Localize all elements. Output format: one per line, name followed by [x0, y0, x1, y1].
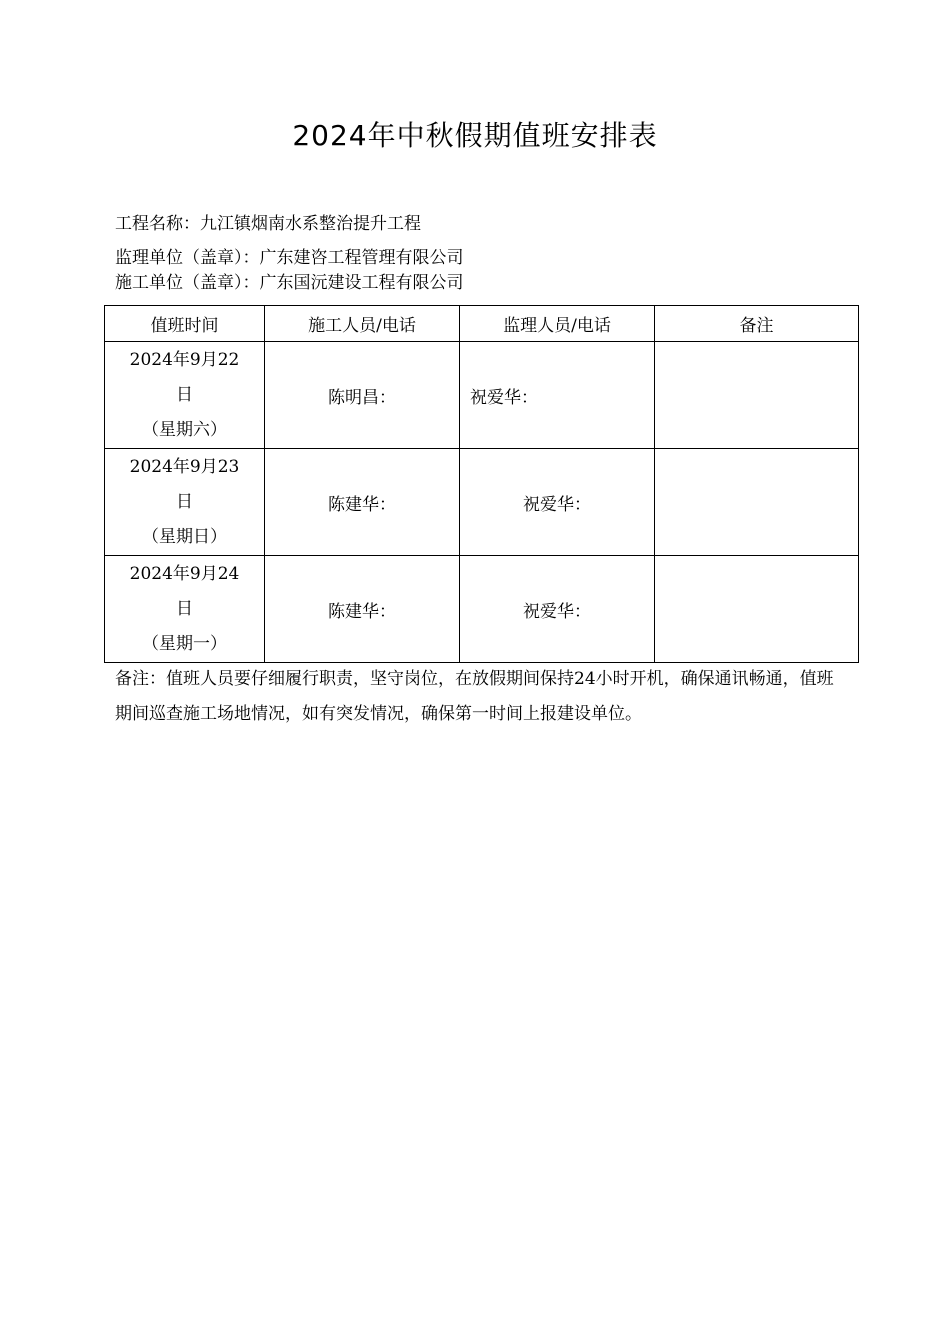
table-header-row: [105, 306, 859, 342]
supervision-staff-cell: 祝爱华：: [460, 449, 655, 556]
header-supervision-staff: 监理人员/电话: [460, 306, 655, 342]
supervision-staff-cell: 祝爱华：: [460, 342, 655, 449]
supervision-staff-cell: 祝爱华：: [460, 556, 655, 663]
duty-date-suffix: 日: [176, 598, 193, 619]
duty-weekday: （星期日）: [142, 526, 227, 547]
duty-weekday: （星期一）: [142, 633, 227, 654]
duty-date-suffix: 日: [176, 384, 193, 405]
duty-date-suffix: 日: [176, 491, 193, 512]
construction-staff-cell: 陈建华：: [265, 556, 460, 663]
duty-date-cell: [105, 449, 265, 556]
duty-date: 2024年9月23: [129, 456, 240, 477]
duty-date: 2024年9月24: [129, 563, 240, 584]
construction-staff-cell: 陈明昌：: [265, 342, 460, 449]
duty-date: 2024年9月22: [129, 349, 240, 370]
remark-cell: [655, 342, 859, 449]
duty-weekday: （星期六）: [142, 419, 227, 440]
duty-date-cell: [105, 556, 265, 663]
project-name: 工程名称：九江镇烟南水系整治提升工程: [115, 214, 421, 234]
remark-cell: [655, 556, 859, 663]
duty-schedule-table: [104, 305, 859, 663]
header-duty-time: 值班时间: [105, 306, 265, 342]
table-row: [105, 556, 859, 663]
duty-date-cell: [105, 342, 265, 449]
document-title: 2024年中秋假期值班安排表: [292, 119, 658, 152]
contractor-unit: 施工单位（盖章）：广东国沅建设工程有限公司: [115, 273, 464, 293]
table-row: [105, 449, 859, 556]
remark-cell: [655, 449, 859, 556]
supervisor-unit: 监理单位（盖章）：广东建咨工程管理有限公司: [115, 248, 464, 268]
table-row: [105, 342, 859, 449]
header-construction-staff: 施工人员/电话: [265, 306, 460, 342]
construction-staff-cell: 陈建华：: [265, 449, 460, 556]
duty-note: 备注：值班人员要仔细履行职责，坚守岗位，在放假期间保持24小时开机，确保通讯畅通，值班期间巡查施工场地情况，如有突发情况，确保第一时间上报建设单位。: [115, 669, 834, 724]
header-remark: 备注: [655, 306, 859, 342]
